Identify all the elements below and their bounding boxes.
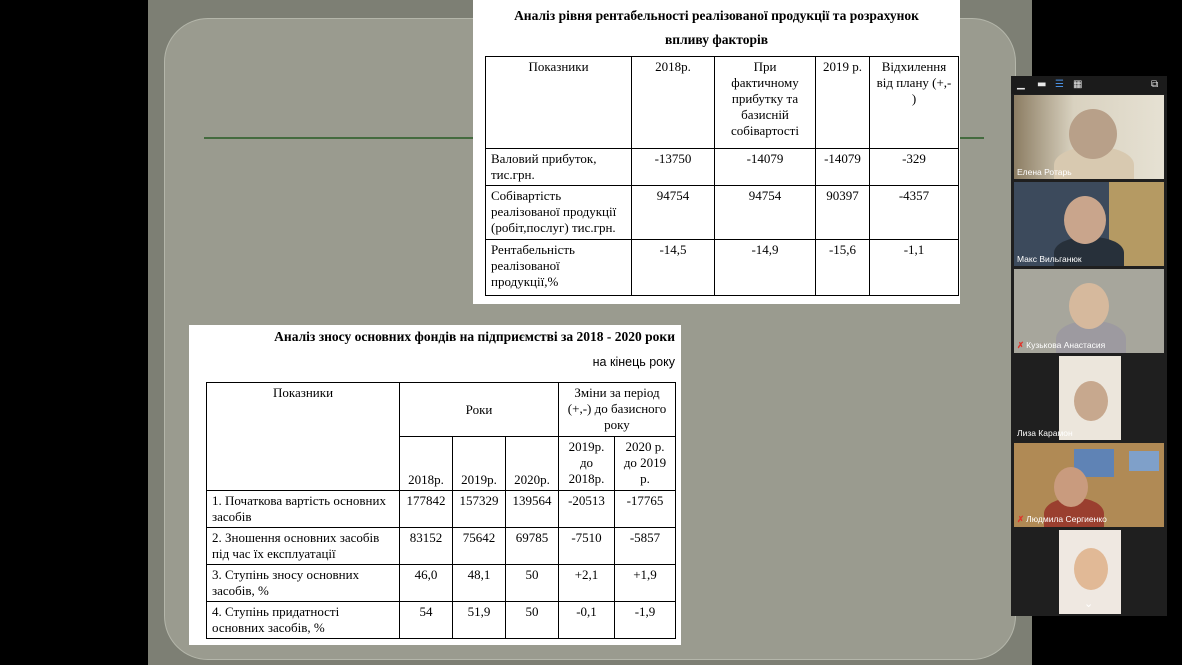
participant-name: Елена Ротарь <box>1017 167 1072 177</box>
cell: -13750 <box>632 149 715 186</box>
row-label: 1. Початкова вартість основних засобів <box>207 491 400 528</box>
profitability-table-panel <box>473 0 960 304</box>
participant-tile[interactable] <box>1014 443 1164 527</box>
table-row <box>486 240 959 296</box>
speaker-view-icon[interactable]: ☰ <box>1055 79 1064 90</box>
cell: -4357 <box>870 186 959 240</box>
participant-video <box>1074 381 1108 421</box>
cell: 46,0 <box>400 565 453 602</box>
cell: -14079 <box>715 149 816 186</box>
row-label: 2. Зношення основних засобів під час їх експлуатації <box>207 528 400 565</box>
cell: 94754 <box>715 186 816 240</box>
profitability-title-line2: впливу факторів <box>665 32 768 47</box>
cell: -15,6 <box>816 240 870 296</box>
table-row <box>207 602 676 639</box>
row-label: 4. Ступінь придатності основних засобів, % <box>207 602 400 639</box>
table-row <box>207 565 676 602</box>
participant-name: Лиза Карамон <box>1017 428 1073 438</box>
table-row <box>486 149 959 186</box>
profitability-table <box>485 56 959 296</box>
header-indicators: Показники <box>207 383 400 491</box>
cell: 54 <box>400 602 453 639</box>
participant-name: Кузькова Анастасия <box>1026 340 1106 350</box>
cell: -14,9 <box>715 240 816 296</box>
depreciation-table-panel <box>189 325 681 645</box>
participant-tile[interactable] <box>1014 269 1164 353</box>
minimize-icon[interactable]: ▁ <box>1017 79 1025 90</box>
chevron-down-icon[interactable]: ⌄ <box>1084 597 1094 610</box>
mic-muted-icon: ✗ <box>1017 340 1025 350</box>
header-2019: 2019 р. <box>816 57 870 149</box>
header-years: Роки <box>400 383 559 437</box>
header-year-2018: 2018р. <box>400 437 453 491</box>
cell: 157329 <box>453 491 506 528</box>
gallery-view-icon[interactable]: ▦ <box>1073 79 1083 90</box>
popout-icon[interactable]: ⧉ <box>1151 79 1159 90</box>
cell: 139564 <box>506 491 559 528</box>
participant-tile[interactable] <box>1014 356 1164 440</box>
header-year-2020: 2020р. <box>506 437 559 491</box>
cell: 50 <box>506 602 559 639</box>
depreciation-subtitle: на кінець року <box>592 355 675 369</box>
cell: -20513 <box>559 491 615 528</box>
participant-tile[interactable] <box>1014 182 1164 266</box>
participant-tile[interactable] <box>1014 530 1164 614</box>
row-label: Рентабельність реалізованої продукції,% <box>486 240 632 296</box>
cell: -17765 <box>615 491 676 528</box>
participant-video <box>1074 548 1108 590</box>
cell: 50 <box>506 565 559 602</box>
cell: -5857 <box>615 528 676 565</box>
cell: 51,9 <box>453 602 506 639</box>
gallery-toolbar <box>1011 76 1167 94</box>
table-row <box>207 528 676 565</box>
participant-name: Людмила Сергиенко <box>1026 514 1107 524</box>
depreciation-table <box>206 382 676 639</box>
cell: 94754 <box>632 186 715 240</box>
cell: 69785 <box>506 528 559 565</box>
cell: 90397 <box>816 186 870 240</box>
cell: 75642 <box>453 528 506 565</box>
header-changes: Зміни за період (+,-) до базисного року <box>559 383 676 437</box>
cell: -14,5 <box>632 240 715 296</box>
cell: -0,1 <box>559 602 615 639</box>
header-year-2019: 2019р. <box>453 437 506 491</box>
mic-muted-icon: ✗ <box>1017 514 1025 524</box>
depreciation-title: Аналіз зносу основних фондів на підприємстві за 2018 - 2020 роки <box>274 329 675 344</box>
header-change-2019: 2019р. до 2018р. <box>559 437 615 491</box>
header-change-2020: 2020 р. до 2019 р. <box>615 437 676 491</box>
header-indicators: Показники <box>486 57 632 149</box>
cell: -329 <box>870 149 959 186</box>
header-factual: При фактичному прибутку та базисній собівартості <box>715 57 816 149</box>
cell: 83152 <box>400 528 453 565</box>
table-row <box>207 491 676 528</box>
participant-gallery <box>1011 76 1167 616</box>
profitability-title-line1: Аналіз рівня рентабельності реалізованої продукції та розрахунок <box>514 8 919 23</box>
participant-tile[interactable] <box>1014 95 1164 179</box>
row-label: 3. Ступінь зносу основних засобів, % <box>207 565 400 602</box>
row-label: Валовий прибуток, тис.грн. <box>486 149 632 186</box>
cell: 177842 <box>400 491 453 528</box>
header-2018: 2018р. <box>632 57 715 149</box>
header-deviation: Відхилення від плану (+,- ) <box>870 57 959 149</box>
participant-name: Макс Вильганюк <box>1017 254 1082 264</box>
collapse-icon[interactable]: ▬ <box>1037 79 1047 90</box>
cell: -14079 <box>816 149 870 186</box>
row-label: Собівартість реалізованої продукції (робіт,послуг) тис.грн. <box>486 186 632 240</box>
cell: +1,9 <box>615 565 676 602</box>
cell: -1,1 <box>870 240 959 296</box>
cell: +2,1 <box>559 565 615 602</box>
table-row <box>486 186 959 240</box>
cell: 48,1 <box>453 565 506 602</box>
cell: -1,9 <box>615 602 676 639</box>
cell: -7510 <box>559 528 615 565</box>
